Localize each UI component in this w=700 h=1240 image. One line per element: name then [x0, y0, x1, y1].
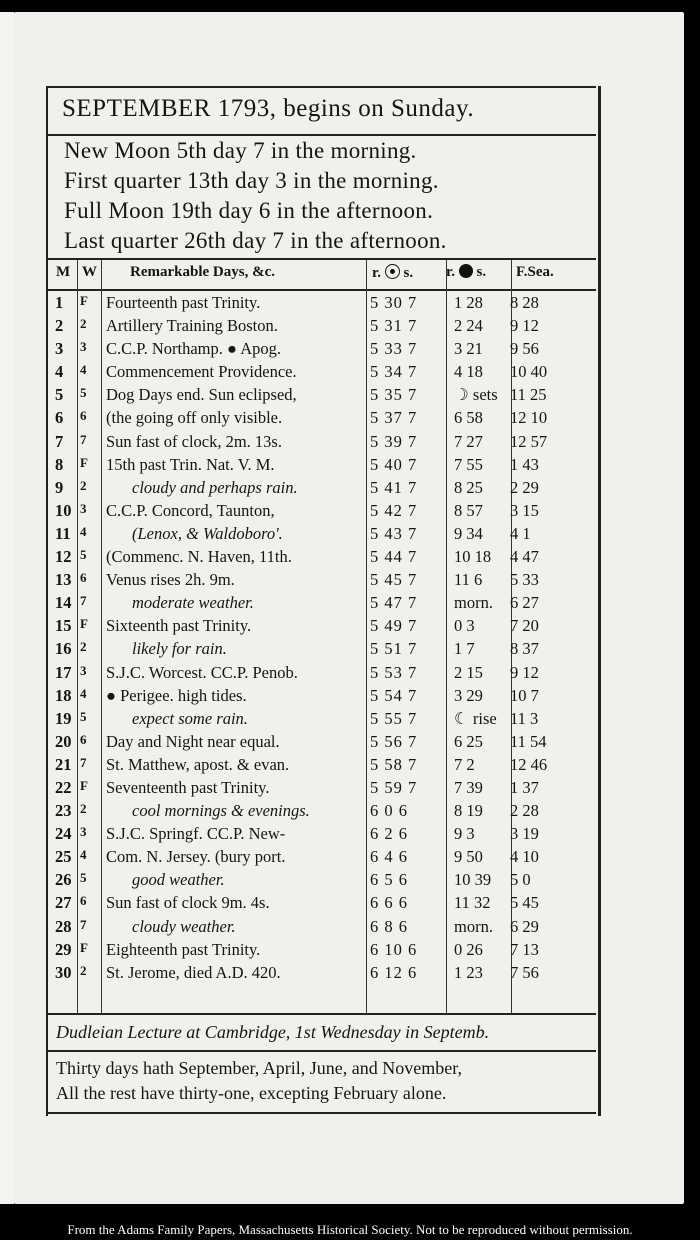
sun-rise-set: 6 10 6	[370, 939, 418, 959]
remark-text: moderate weather.	[132, 593, 254, 613]
col-header-week-day: W	[82, 264, 97, 280]
day-of-week: 2	[80, 477, 87, 493]
moon-rise-set: 1 23	[454, 962, 483, 982]
day-of-month: 20	[55, 731, 72, 751]
day-of-month: 3	[55, 339, 64, 359]
moon-rise-set: ☽ sets	[454, 385, 498, 405]
sun-set-label: s.	[403, 265, 414, 281]
day-of-week: 5	[80, 708, 87, 724]
sun-rise-set: 5 56 7	[370, 731, 418, 751]
remark-text: (the going off only visible.	[106, 408, 283, 428]
almanac-table	[52, 291, 596, 984]
table-row	[52, 545, 596, 568]
full-sea-time: 3 19	[510, 824, 539, 844]
moon-rise-set: 7 27	[454, 431, 483, 451]
moon-phase-first-quarter: First quarter 13th day 3 in the morning.	[64, 168, 439, 193]
sun-rise-set: 5 33 7	[370, 339, 418, 359]
full-sea-time: 1 43	[510, 454, 539, 474]
day-of-week: F	[80, 777, 88, 793]
moon-rise-set: 7 39	[454, 777, 483, 797]
remark-text: cloudy weather.	[132, 916, 236, 936]
table-row	[52, 337, 596, 360]
full-sea-time: 12 10	[510, 408, 548, 428]
moon-rise-set: 9 34	[454, 523, 483, 543]
day-of-month: 17	[55, 662, 72, 682]
moon-rise-set: 9 50	[454, 847, 483, 867]
full-sea-time: 8 28	[510, 293, 539, 312]
sun-rise-set: 5 39 7	[370, 431, 418, 451]
day-of-week: F	[80, 454, 88, 470]
full-sea-time: 5 33	[510, 570, 539, 590]
full-sea-time: 7 13	[510, 939, 539, 959]
day-of-week: 3	[80, 500, 87, 516]
remark-text: (Lenox, & Waldoboro'.	[132, 523, 283, 543]
remark-text: Eighteenth past Trinity.	[106, 939, 261, 959]
remark-text: cloudy and perhaps rain.	[132, 477, 298, 497]
moon-rise-label: r.	[446, 264, 456, 280]
table-row	[52, 383, 596, 406]
day-of-week: 3	[80, 662, 87, 678]
day-of-month: 19	[55, 708, 72, 728]
day-of-week: 6	[80, 570, 87, 586]
full-sea-time: 4 10	[510, 847, 539, 867]
top-rule	[46, 86, 596, 88]
sun-rise-set: 5 47 7	[370, 593, 418, 613]
remark-text: St. Matthew, apost. & evan.	[106, 754, 290, 774]
full-sea-time: 10 40	[510, 362, 548, 382]
moon-rise-set: 4 18	[454, 362, 483, 382]
sun-rise-set: 5 41 7	[370, 477, 418, 497]
day-of-week: 7	[80, 754, 87, 770]
table-row	[52, 799, 596, 822]
sun-rise-set: 5 31 7	[370, 316, 418, 336]
table-row	[52, 868, 596, 891]
remark-text: Sun fast of clock 9m. 4s.	[106, 893, 270, 913]
day-of-month: 21	[55, 754, 72, 774]
sun-rise-set: 5 40 7	[370, 454, 418, 474]
full-sea-time: 3 15	[510, 500, 539, 520]
table-row	[52, 753, 596, 776]
day-of-week: 2	[80, 962, 87, 978]
moon-rise-set: 8 57	[454, 500, 483, 520]
table-row	[52, 430, 596, 453]
day-of-month: 11	[55, 523, 71, 543]
sun-icon	[385, 264, 400, 279]
moon-rise-set: 2 24	[454, 316, 483, 336]
sun-rise-set: 5 42 7	[370, 500, 418, 520]
moon-phases-rule	[46, 258, 596, 260]
sun-rise-set: 5 55 7	[370, 708, 418, 728]
table-row	[52, 891, 596, 914]
moon-rise-set: 8 25	[454, 477, 483, 497]
table-row	[52, 291, 596, 314]
moon-icon	[459, 264, 473, 278]
day-of-week: 5	[80, 547, 87, 563]
remark-text: Fourteenth past Trinity.	[106, 293, 261, 312]
remark-text: C.C.P. Northamp. ● Apog.	[106, 339, 281, 359]
col-header-sun	[372, 264, 413, 282]
moon-rise-set: 10 39	[454, 870, 492, 890]
moon-phase-new: New Moon 5th day 7 in the morning.	[64, 138, 417, 163]
table-row	[52, 776, 596, 799]
sun-rise-set: 6 6 6	[370, 893, 408, 913]
day-of-week: 6	[80, 408, 87, 424]
moon-set-label: s.	[476, 264, 487, 280]
day-of-week: 5	[80, 870, 87, 886]
day-of-month: 1	[55, 293, 64, 312]
sun-rise-set: 5 34 7	[370, 362, 418, 382]
col-header-moon	[446, 264, 486, 281]
full-sea-time: 11 3	[510, 708, 539, 728]
remark-text: S.J.C. Worcest. CC.P. Penob.	[106, 662, 298, 682]
full-sea-time: 12 57	[510, 431, 548, 451]
remark-text: expect some rain.	[132, 708, 248, 728]
sun-rise-set: 5 30 7	[370, 293, 418, 312]
day-of-week: 4	[80, 847, 87, 863]
day-of-week: 3	[80, 339, 87, 355]
sun-rise-set: 6 12 6	[370, 962, 418, 982]
full-sea-time: 2 29	[510, 477, 539, 497]
sun-rise-set: 5 53 7	[370, 662, 418, 682]
moon-rise-set: ☾ rise	[454, 708, 497, 728]
day-of-month: 13	[55, 570, 72, 590]
day-of-month: 15	[55, 616, 72, 636]
day-of-week: 7	[80, 431, 87, 447]
full-sea-time: 11 54	[510, 731, 547, 751]
table-row	[52, 406, 596, 429]
full-sea-time: 8 37	[510, 639, 539, 659]
sun-rise-set: 6 8 6	[370, 916, 408, 936]
full-sea-time: 11 25	[510, 385, 547, 405]
table-row	[52, 915, 596, 938]
moon-rise-set: 7 2	[454, 754, 475, 774]
day-of-week: 2	[80, 316, 87, 332]
remark-text: C.C.P. Concord, Taunton,	[106, 500, 275, 520]
col-header-month-day: M	[56, 264, 71, 280]
moon-phase-last-quarter: Last quarter 26th day 7 in the afternoon.	[64, 228, 447, 253]
table-row	[52, 314, 596, 337]
full-sea-time: 6 27	[510, 593, 539, 613]
sun-rise-set: 5 43 7	[370, 523, 418, 543]
full-sea-time: 6 29	[510, 916, 539, 936]
sun-rise-set: 6 0 6	[370, 801, 408, 821]
month-title: SEPTEMBER 1793, begins on Sunday.	[62, 95, 475, 122]
day-of-month: 9	[55, 477, 64, 497]
full-sea-time: 7 56	[510, 962, 539, 982]
full-sea-time: 7 20	[510, 616, 539, 636]
moon-rise-set: 0 3	[454, 616, 475, 636]
day-of-week: 4	[80, 362, 87, 378]
full-sea-time: 10 7	[510, 685, 539, 705]
table-row	[52, 637, 596, 660]
table-row	[52, 453, 596, 476]
lecture-rule	[46, 1050, 596, 1052]
bottom-rule	[46, 1112, 596, 1114]
moon-rise-set: 10 18	[454, 547, 492, 567]
sun-rise-set: 6 5 6	[370, 870, 408, 890]
remark-text: (Commenc. N. Haven, 11th.	[106, 547, 292, 567]
sun-rise-set: 5 37 7	[370, 408, 418, 428]
day-of-week: 3	[80, 824, 87, 840]
moon-rise-set: 3 29	[454, 685, 483, 705]
sun-rise-set: 6 4 6	[370, 847, 408, 867]
day-of-week: F	[80, 939, 88, 955]
remark-text: Com. N. Jersey. (bury port.	[106, 847, 286, 867]
full-sea-time: 9 12	[510, 316, 539, 336]
month-rhyme-line-1: Thirty days hath September, April, June, and November,	[56, 1058, 462, 1078]
day-of-month: 12	[55, 547, 72, 567]
remark-text: good weather.	[132, 870, 225, 890]
day-of-month: 22	[55, 777, 72, 797]
sun-rise-set: 5 59 7	[370, 777, 418, 797]
day-of-week: 6	[80, 731, 87, 747]
day-of-month: 10	[55, 500, 72, 520]
remark-text: 15th past Trin. Nat. V. M.	[106, 454, 275, 474]
table-row	[52, 591, 596, 614]
day-of-month: 2	[55, 316, 64, 336]
table-row	[52, 568, 596, 591]
full-sea-time: 9 56	[510, 339, 539, 359]
day-of-week: F	[80, 293, 88, 308]
moon-rise-set: 2 15	[454, 662, 483, 682]
month-rhyme-line-2: All the rest have thirty-one, excepting February alone.	[56, 1083, 447, 1103]
table-row	[52, 707, 596, 730]
table-row	[52, 684, 596, 707]
moon-rise-set: 11 32	[454, 893, 491, 913]
remark-text: St. Jerome, died A.D. 420.	[106, 962, 281, 982]
table-row	[52, 499, 596, 522]
sun-rise-set: 5 35 7	[370, 385, 418, 405]
sun-rise-label: r.	[372, 265, 382, 281]
full-sea-time: 4 1	[510, 523, 531, 543]
remark-text: Dog Days end. Sun eclipsed,	[106, 385, 297, 405]
day-of-week: 7	[80, 593, 87, 609]
table-row	[52, 522, 596, 545]
table-row	[52, 961, 596, 984]
day-of-week: F	[80, 616, 88, 632]
table-row	[52, 661, 596, 684]
full-sea-time: 2 28	[510, 801, 539, 821]
lecture-note: Dudleian Lecture at Cambridge, 1st Wednesday in Septemb.	[56, 1022, 490, 1042]
day-of-month: 6	[55, 408, 64, 428]
remark-text: Day and Night near equal.	[106, 731, 280, 751]
day-of-month: 7	[55, 431, 64, 451]
remark-text: Artillery Training Boston.	[106, 316, 278, 336]
sun-rise-set: 5 44 7	[370, 547, 418, 567]
remark-text: Sun fast of clock, 2m. 13s.	[106, 431, 282, 451]
moon-rise-set: 1 7	[454, 639, 475, 659]
sun-rise-set: 5 45 7	[370, 570, 418, 590]
day-of-month: 27	[55, 893, 72, 913]
moon-rise-set: 9 3	[454, 824, 475, 844]
sun-rise-set: 6 2 6	[370, 824, 408, 844]
moon-rise-set: 8 19	[454, 801, 483, 821]
day-of-week: 6	[80, 893, 87, 909]
day-of-month: 29	[55, 939, 72, 959]
sun-rise-set: 5 54 7	[370, 685, 418, 705]
moon-rise-set: 6 58	[454, 408, 483, 428]
moon-rise-set: 0 26	[454, 939, 483, 959]
day-of-month: 8	[55, 454, 64, 474]
day-of-month: 28	[55, 916, 72, 936]
day-of-month: 30	[55, 962, 72, 982]
day-of-month: 24	[55, 824, 72, 844]
table-bottom-rule	[46, 1013, 596, 1015]
full-sea-time: 5 45	[510, 893, 539, 913]
remark-text: cool mornings & evenings.	[132, 801, 310, 821]
col-header-remarkable-days: Remarkable Days, &c.	[130, 264, 275, 280]
day-of-month: 23	[55, 801, 72, 821]
day-of-month: 16	[55, 639, 72, 659]
moon-rise-set: morn.	[454, 916, 493, 936]
full-sea-time: 12 46	[510, 754, 548, 774]
day-of-week: 4	[80, 523, 87, 539]
day-of-week: 4	[80, 685, 87, 701]
table-row	[52, 822, 596, 845]
remark-text: Sixteenth past Trinity.	[106, 616, 252, 636]
moon-rise-set: morn.	[454, 593, 493, 613]
remark-text: S.J.C. Springf. CC.P. New-	[106, 824, 286, 844]
full-sea-time: 5 0	[510, 870, 531, 890]
table-row	[52, 938, 596, 961]
remark-text: Commencement Providence.	[106, 362, 297, 382]
moon-rise-set: 3 21	[454, 339, 483, 359]
title-rule	[46, 134, 596, 136]
table-row	[52, 845, 596, 868]
table-row	[52, 476, 596, 499]
day-of-week: 2	[80, 801, 87, 817]
day-of-week: 2	[80, 639, 87, 655]
sun-rise-set: 5 49 7	[370, 616, 418, 636]
remark-text: ● Perigee. high tides.	[106, 685, 247, 705]
day-of-month: 18	[55, 685, 72, 705]
moon-rise-set: 7 55	[454, 454, 483, 474]
moon-phase-full: Full Moon 19th day 6 in the afternoon.	[64, 198, 434, 223]
sun-rise-set: 5 58 7	[370, 754, 418, 774]
moon-rise-set: 11 6	[454, 570, 483, 590]
moon-rise-set: 6 25	[454, 731, 483, 751]
remark-text: likely for rain.	[132, 639, 227, 659]
day-of-week: 7	[80, 916, 87, 932]
day-of-week: 5	[80, 385, 87, 401]
day-of-month: 14	[55, 593, 72, 613]
moon-rise-set: 1 28	[454, 293, 483, 312]
day-of-month: 26	[55, 870, 72, 890]
sun-rise-set: 5 51 7	[370, 639, 418, 659]
remark-text: Seventeenth past Trinity.	[106, 777, 270, 797]
day-of-month: 25	[55, 847, 72, 867]
source-credit: From the Adams Family Papers, Massachusetts Historical Society. Not to be reproduced without permission.	[67, 1222, 633, 1237]
full-sea-time: 1 37	[510, 777, 539, 797]
full-sea-time: 9 12	[510, 662, 539, 682]
col-header-full-sea: F.Sea.	[516, 264, 554, 280]
table-row	[52, 360, 596, 383]
table-row	[52, 730, 596, 753]
remark-text: Venus rises 2h. 9m.	[106, 570, 235, 590]
full-sea-time: 4 47	[510, 547, 539, 567]
day-of-month: 4	[55, 362, 64, 382]
day-of-month: 5	[55, 385, 64, 405]
table-row	[52, 614, 596, 637]
